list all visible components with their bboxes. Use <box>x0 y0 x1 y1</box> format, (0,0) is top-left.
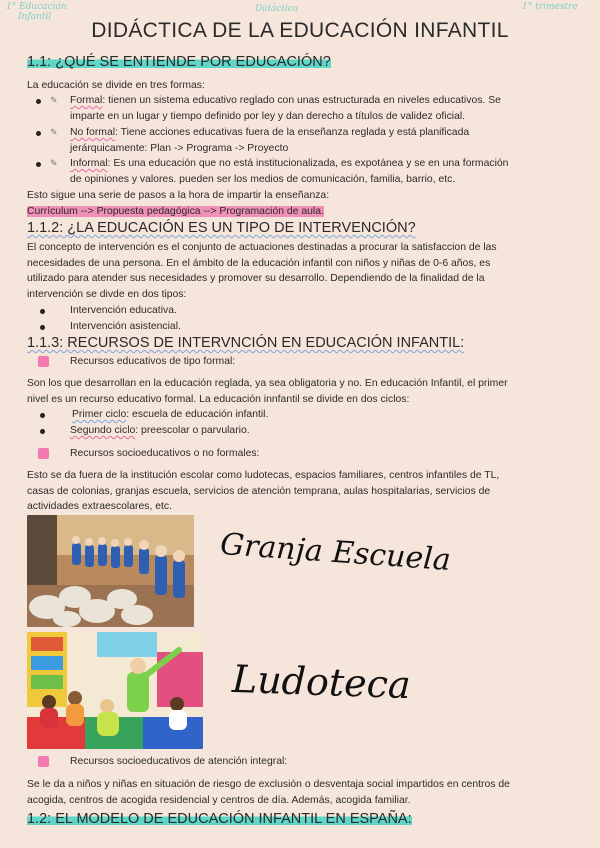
section-heading-1-1-3: 1.1.3: RECURSOS DE INTERVNCIÓN EN EDUCACIÓN INFANTIL: <box>27 335 465 351</box>
section-heading-1-1: 1.1: ¿QUÉ SE ENTIENDE POR EDUCACIÓN? <box>27 54 331 70</box>
steps-intro: Esto sigue una serie de pasos a la hora de impartir la enseñanza: <box>27 190 330 201</box>
bullet-icon <box>40 325 45 330</box>
pen-doodle-icon: ✎ <box>50 95 58 105</box>
section-1-1-intro: La educación se divide en tres formas: <box>27 80 205 91</box>
resource-integral-body: Se le da a niños y niñas en situación de riesgo de exclusión o desventaja social impartidos en centros de acogida, centros de acogida residencial y centros de día. Además, acogida familiar. <box>27 779 510 806</box>
bullet-icon <box>40 413 45 418</box>
education-forms-list <box>36 93 581 188</box>
pen-doodle-icon: ✎ <box>50 127 58 137</box>
ludoteca-photo <box>27 632 203 749</box>
checkbox-icon <box>38 448 49 459</box>
list-item: ✎ Formal: tienen un sistema educativo reglado con unas estructurada en niveles educativos. Se imparte en un lugar y tiempo definido por ley y dan derecho a títulos de validez oficial. <box>36 93 581 125</box>
resource-formal-body: Son los que desarrollan en la educación reglada, ya sea obligatoria y no. En educación Infantil, el primer nivel es un recurso educativo formal. La educación innfantil se divide en dos ciclos: <box>27 378 508 405</box>
corner-term-note: 1° trimestre <box>522 2 578 12</box>
section-heading-1-2: 1.2: EL MODELO DE EDUCACIÓN INFANTIL EN ESPAÑA: <box>27 811 412 827</box>
steps-sequence: Currículum --> Propuesta pedagógica --> Programación de aula. <box>27 206 324 217</box>
bullet-icon <box>40 429 45 434</box>
list-item: ✎ No formal: Tiene acciones educativas fuera de la enseñanza reglada y está planificada jerárquicamente: Plan -> Programa -> Proyecto <box>36 125 581 156</box>
list-item: ✎ Informal: Es una educación que no está institucionalizada, es expotánea y se en una formación de opiniones y valores. pueden ser los medios de comunicación, familia, barrio, etc. <box>36 156 581 188</box>
section-1-1-2-body: El concepto de intervención es el conjunto de actuaciones destinadas a procurar la satisfaccion de las necesidades de una persona. En el ámbito de la educación infantil con niños y niñas de 0-6 años, es utilizado para atender sus necesidades y promover su desarrollo. Dependiendo de la finalidad de la intervención se divde en dos tipos: <box>27 242 497 300</box>
bullet-icon <box>36 131 41 136</box>
farm-school-photo <box>27 515 194 627</box>
resource-nonformal-label: Recursos socioeducativos o no formales: <box>70 448 260 459</box>
bullet-icon <box>40 309 45 314</box>
corner-course-note: 1° Educación Infantil <box>6 2 67 22</box>
bullet-icon <box>36 99 41 104</box>
bullet-icon <box>36 162 41 167</box>
farm-school-caption: Granja Escuela <box>219 526 452 579</box>
pen-doodle-icon: ✎ <box>50 158 58 168</box>
checkbox-icon <box>38 356 49 367</box>
resource-formal-label: Recursos educativos de tipo formal: <box>70 356 236 367</box>
corner-subject-note: Didáctica <box>255 4 299 14</box>
resource-integral-label: Recursos socioeducativos de atención integral: <box>70 756 288 767</box>
ludoteca-caption: Ludoteca <box>231 656 412 708</box>
section-heading-1-1-2: 1.1.2: ¿LA EDUCACIÓN ES UN TIPO DE INTERVENCIÓN? <box>27 220 416 236</box>
page-title: DIDÁCTICA DE LA EDUCACIÓN INFANTIL <box>91 19 509 42</box>
checkbox-icon <box>38 756 49 767</box>
resource-nonformal-body: Esto se da fuera de la institución escolar como ludotecas, espacios familiares, centros infantiles de TL, casas de colonias, granjas escuela, servicios de atención temprana, aulas hospitalarias, servicios de actividades extraescolares, etc. <box>27 470 500 513</box>
